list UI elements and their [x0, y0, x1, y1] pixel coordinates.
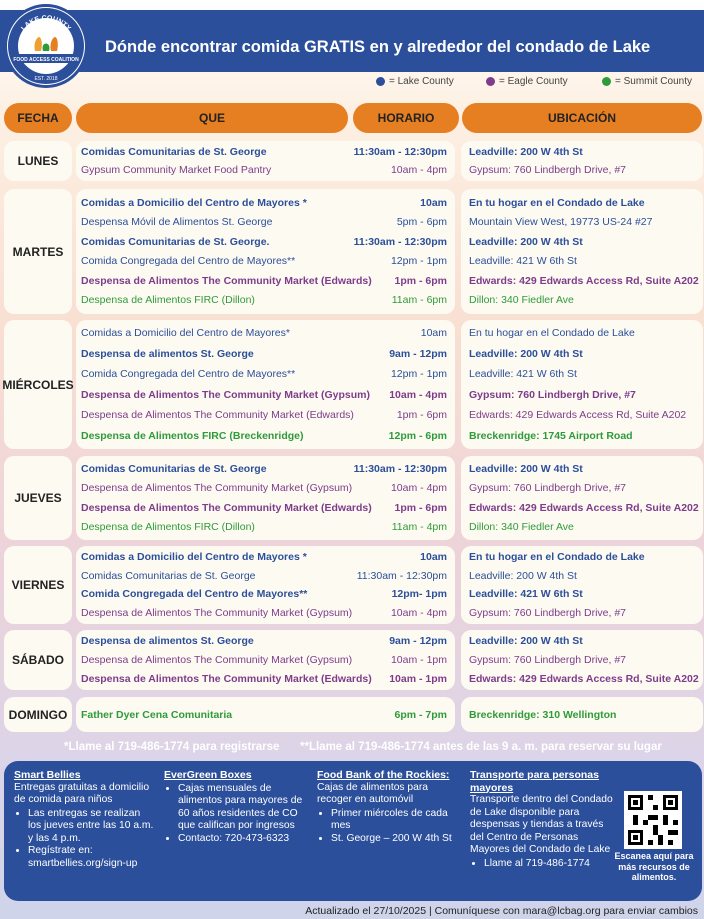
transport-section	[470, 769, 614, 870]
evergreen-item: • Contacto: 720-473-6323	[178, 833, 312, 846]
activity-location: Gypsum: 760 Lindbergh Drive, #7	[469, 388, 636, 401]
activity-location: En tu hogar en el Condado de Lake	[469, 551, 645, 564]
activity-name: Despensa de alimentos St. George	[81, 635, 254, 647]
logo-top-text: LAKE COUNTY	[20, 14, 72, 33]
day-schedule-panel	[76, 456, 455, 540]
day-label: MIÉRCOLES	[4, 320, 72, 449]
activity-time: 6pm - 7pm	[394, 708, 447, 721]
evergreen-section	[164, 769, 312, 845]
activity-location: Edwards: 429 Edwards Access Rd, Suite A202	[469, 274, 699, 287]
activity-time: 11am - 6pm	[391, 294, 447, 307]
day-schedule-panel	[76, 320, 455, 449]
smart-bellies-text: Entregas gratuitas a domicilio de comida para niños	[14, 781, 150, 805]
day-schedule-panel	[76, 189, 455, 314]
activity-location: Gypsum: 760 Lindbergh Drive, #7	[469, 164, 627, 177]
activity-name: Comida Congregada del Centro de Mayores**	[81, 255, 296, 268]
column-ubicacion: UBICACIÓN	[462, 103, 702, 133]
day-label: MARTES	[4, 189, 72, 314]
activity-name: Comidas a Domicilio del Centro de Mayores *	[81, 196, 307, 209]
food-bank-title: Food Bank of the Rockies:	[317, 769, 450, 781]
day-schedule-panel	[76, 546, 455, 624]
activity-location: Leadville: 200 W 4th St	[469, 145, 583, 158]
day-schedule-panel	[76, 141, 455, 181]
activity-time: 11:30am - 12:30pm	[356, 569, 447, 582]
resources-panel	[4, 761, 702, 901]
activity-time: 1pm - 6pm	[394, 501, 447, 514]
column-fecha: FECHA	[4, 103, 72, 133]
transport-text: Transporte dentro del Condado de Lake disponible para despensas y tiendas a través del Centro de Personas Mayores del Condado de Lake	[470, 794, 613, 855]
activity-time: 1pm - 6pm	[394, 274, 447, 287]
activity-location: En tu hogar en el Condado de Lake	[469, 327, 635, 340]
transport-title: Transporte para personas mayores	[470, 769, 599, 794]
activity-name: Despensa de Alimentos FIRC (Breckenridge)	[81, 429, 304, 442]
summit-dot-icon	[602, 77, 611, 86]
activity-name: Despensa de Alimentos The Community Market (Edwards)	[81, 673, 372, 685]
activity-name: Comidas a Domicilio del Centro de Mayores*	[81, 327, 290, 340]
day-label: VIERNES	[4, 546, 72, 624]
logo-band-text: FOOD ACCESS COALITION	[13, 57, 79, 63]
activity-location: Leadville: 200 W 4th St	[469, 635, 583, 647]
day-location-panel	[461, 141, 703, 181]
activity-location: Edwards: 429 Edwards Access Rd, Suite A202	[469, 673, 699, 685]
activity-name: Comida Congregada del Centro de Mayores**	[81, 588, 308, 601]
activity-location: Leadville: 200 W 4th St	[469, 235, 583, 248]
activity-time: 12pm - 6pm	[388, 429, 447, 442]
day-location-panel	[461, 697, 703, 732]
day-label: SÁBADO	[4, 630, 72, 690]
qr-label: Escanea aquí para más recursos de alimentos.	[614, 851, 694, 882]
activity-location: En tu hogar en el Condado de Lake	[469, 196, 645, 209]
activity-time: 11:30am - 12:30pm	[353, 145, 447, 158]
activity-name: Comidas Comunitarias de St. George	[81, 145, 267, 158]
activity-name: Despensa de Alimentos The Community Market (Gypsum)	[81, 482, 353, 495]
activity-name: Despensa de Alimentos The Community Market (Edwards)	[81, 409, 354, 422]
activity-time: 11am - 4pm	[391, 521, 447, 534]
activity-location: Dillon: 340 Fiedler Ave	[469, 521, 574, 534]
activity-location: Dillon: 340 Fiedler Ave	[469, 294, 574, 307]
activity-name: Comidas Comunitarias de St. George.	[81, 235, 270, 248]
activity-time: 1pm - 6pm	[396, 409, 447, 422]
day-label: DOMINGO	[4, 697, 72, 732]
activity-name: Gypsum Community Market Food Pantry	[81, 164, 272, 177]
activity-time: 10am - 1pm	[390, 654, 447, 666]
activity-time: 10am - 4pm	[390, 164, 447, 177]
activity-time: 12pm - 1pm	[390, 368, 447, 381]
updated-note: Actualizado el 27/10/2025 | Comuníquese con mara@lcbag.org para enviar cambios	[305, 905, 698, 917]
activity-name: Comidas Comunitarias de St. George	[81, 462, 267, 475]
lake-dot-icon	[376, 77, 385, 86]
smart-bellies-title: Smart Bellies	[14, 769, 81, 781]
smart-bellies-item: • Regístrate en: smartbellies.org/sign-up	[28, 845, 156, 870]
activity-time: 12pm- 1pm	[391, 588, 447, 601]
smart-bellies-section	[14, 769, 156, 870]
activity-name: Despensa Móvil de Alimentos St. George	[81, 216, 273, 229]
activity-time: 10am - 4pm	[389, 388, 447, 401]
activity-location: Leadville: 200 W 4th St	[469, 569, 577, 582]
food-bank-item: • St. George – 200 W 4th St	[331, 833, 465, 846]
transport-item: • Llame al 719-486-1774	[484, 858, 614, 871]
activity-time: 10am	[420, 327, 447, 340]
legend-summit: = Summit County	[602, 76, 692, 87]
activity-location: Breckenridge: 310 Wellington	[469, 708, 617, 721]
food-bank-section	[317, 769, 465, 845]
activity-name: Despensa de Alimentos The Community Market (Gypsum)	[81, 606, 353, 619]
activity-name: Despensa de Alimentos The Community Market (Edwards)	[81, 274, 372, 287]
activity-name: Comida Congregada del Centro de Mayores**	[81, 368, 296, 381]
activity-time: 11:30am - 12:30pm	[353, 235, 447, 248]
activity-location: Edwards: 429 Edwards Access Rd, Suite A202	[469, 501, 699, 514]
legend-lake: = Lake County	[376, 76, 454, 87]
activity-location: Gypsum: 760 Lindbergh Drive, #7	[469, 482, 627, 495]
activity-location: Mountain View West, 19773 US-24 #27	[469, 216, 653, 229]
note-reservation: **Llame al 719-486-1774 antes de las 9 a. m. para reservar su lugar	[300, 741, 662, 753]
logo	[4, 4, 88, 88]
activity-name: Father Dyer Cena Comunitaria	[81, 708, 233, 721]
day-schedule-panel	[76, 697, 455, 732]
activity-time: 12pm - 1pm	[390, 255, 447, 268]
day-location-panel	[461, 189, 703, 314]
day-schedule-panel	[76, 630, 455, 690]
activity-time: 5pm - 6pm	[396, 216, 447, 229]
activity-location: Leadville: 421 W 6th St	[469, 368, 577, 381]
activity-location: Gypsum: 760 Lindbergh Drive, #7	[469, 654, 627, 666]
activity-name: Despensa de Alimentos FIRC (Dillon)	[81, 294, 255, 307]
title-banner	[0, 10, 704, 72]
activity-name: Despensa de Alimentos The Community Market (Gypsum)	[81, 654, 353, 666]
day-location-panel	[461, 320, 703, 449]
legend-eagle: = Eagle County	[486, 76, 568, 87]
evergreen-item: • Cajas mensuales de alimentos para mayores de 60 años residentes de CO que califican por ingresos	[178, 783, 312, 833]
activity-location: Breckenridge: 1745 Airport Road	[469, 429, 633, 442]
note-registration: *Llame al 719-486-1774 para registrarse	[64, 741, 280, 753]
smart-bellies-item: • Las entregas se realizan los jueves entre las 10 a.m. y las 4 p.m.	[28, 808, 156, 846]
day-label: LUNES	[4, 141, 72, 181]
day-location-panel	[461, 456, 703, 540]
activity-location: Leadville: 200 W 4th St	[469, 347, 583, 360]
activity-name: Comidas Comunitarias de St. George	[81, 569, 256, 582]
activity-time: 10am - 4pm	[390, 482, 447, 495]
logo-est-text: EST. 2018	[34, 76, 58, 82]
activity-time: 10am	[420, 551, 447, 564]
activity-time: 9am - 12pm	[389, 635, 447, 647]
day-label: JUEVES	[4, 456, 72, 540]
activity-name: Despensa de alimentos St. George	[81, 347, 254, 360]
activity-name: Comidas a Domicilio del Centro de Mayores *	[81, 551, 307, 564]
evergreen-title: EverGreen Boxes	[164, 769, 252, 781]
activity-time: 10am - 4pm	[390, 606, 447, 619]
qr-code-icon[interactable]	[624, 791, 682, 849]
activity-name: Despensa de Alimentos FIRC (Dillon)	[81, 521, 255, 534]
activity-time: 11:30am - 12:30pm	[353, 462, 447, 475]
food-bank-text: Cajas de alimentos para recoger en automóvil	[317, 781, 429, 805]
page-title: Dónde encontrar comida GRATIS en y alrededor del condado de Lake	[105, 38, 651, 56]
activity-name: Despensa de Alimentos The Community Market (Gypsum)	[81, 388, 371, 401]
activity-location: Leadville: 421 W 6th St	[469, 255, 577, 268]
activity-name: Despensa de Alimentos The Community Market (Edwards)	[81, 501, 372, 514]
activity-time: 9am - 12pm	[389, 347, 447, 360]
day-location-panel	[461, 546, 703, 624]
food-bank-item: • Primer miércoles de cada mes	[331, 808, 465, 833]
eagle-dot-icon	[486, 77, 495, 86]
column-que: QUE	[76, 103, 348, 133]
activity-time: 10am	[420, 196, 447, 209]
activity-location: Gypsum: 760 Lindbergh Drive, #7	[469, 606, 627, 619]
column-horario: HORARIO	[353, 103, 459, 133]
activity-location: Leadville: 200 W 4th St	[469, 462, 583, 475]
activity-location: Leadville: 421 W 6th St	[469, 588, 583, 601]
day-location-panel	[461, 630, 703, 690]
activity-time: 10am - 1pm	[389, 673, 447, 685]
activity-location: Edwards: 429 Edwards Access Rd, Suite A202	[469, 409, 687, 422]
